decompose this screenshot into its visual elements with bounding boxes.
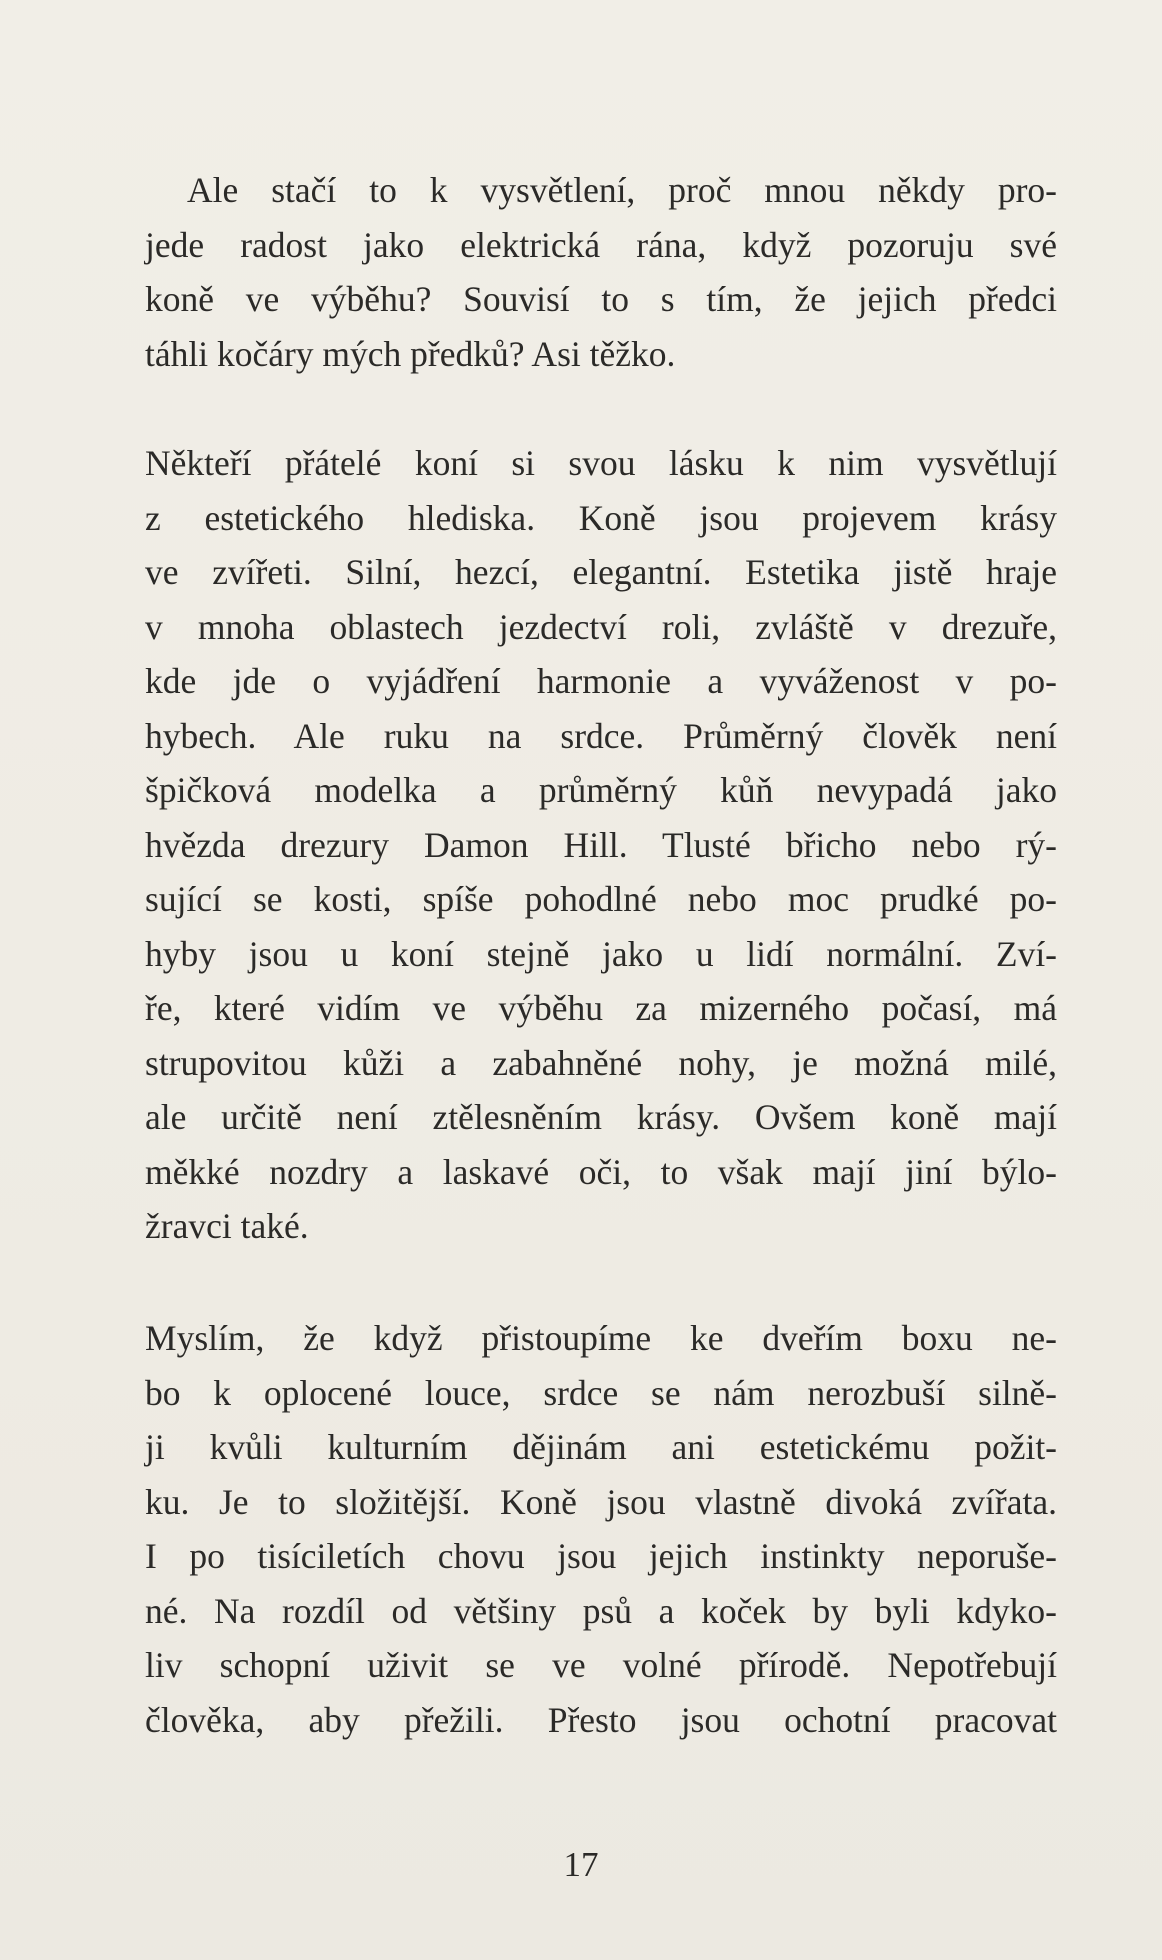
- text-line: z estetického hlediska. Koně jsou projevem krásy: [145, 497, 1057, 538]
- text-line: bo k oplocené louce, srdce se nám nerozbuší silně-: [145, 1372, 1057, 1413]
- text-line: ře, které vidím ve výběhu za mizerného počasí, má: [145, 988, 1057, 1028]
- text-line: jede radost jako elektrická rána, když pozoruju své: [145, 224, 1057, 265]
- text-line: táhli kočáry mých předků? Asi těžko.: [145, 333, 676, 374]
- text-line: hybech. Ale ruku na srdce. Průměrný člověk není: [145, 715, 1057, 756]
- text-line: v mnoha oblastech jezdectví roli, zvláště v drezuře,: [145, 606, 1057, 647]
- text-line: koně ve výběhu? Souvisí to s tím, že jejich předci: [145, 279, 1057, 319]
- text-line: Někteří přátelé koní si svou lásku k nim vysvětlují: [145, 443, 1057, 483]
- text-line: strupovitou kůži a zabahněné nohy, je možná milé,: [145, 1042, 1057, 1083]
- text-line: ale určitě není ztělesněním krásy. Ovšem koně mají: [145, 1097, 1057, 1137]
- text-line: Ale stačí to k vysvětlení, proč mnou někdy pro-: [187, 170, 1057, 210]
- text-line: ku. Je to složitější. Koně jsou vlastně divoká zvířata.: [145, 1481, 1057, 1522]
- paragraph-1: [145, 163, 1057, 381]
- text-line: I po tisíciletích chovu jsou jejich instinkty neporuše-: [145, 1536, 1057, 1576]
- text-line: kde jde o vyjádření harmonie a vyváženost v po-: [145, 661, 1057, 701]
- text-line: měkké nozdry a laskavé oči, to však mají jiní býlo-: [145, 1151, 1057, 1192]
- text-line: člověka, aby přežili. Přesto jsou ochotní pracovat: [145, 1699, 1057, 1740]
- text-line: špičková modelka a průměrný kůň nevypadá jako: [145, 770, 1057, 810]
- text-line: hvězda drezury Damon Hill. Tlusté břicho nebo rý-: [145, 824, 1057, 865]
- text-line: žravci také.: [145, 1206, 309, 1246]
- text-line: Myslím, že když přistoupíme ke dveřím boxu ne-: [145, 1318, 1057, 1358]
- paragraph-2: [145, 436, 1057, 1254]
- text-line: sující se kosti, spíše pohodlné nebo moc prudké po-: [145, 879, 1057, 919]
- text-line: né. Na rozdíl od většiny psů a koček by byli kdyko-: [145, 1590, 1057, 1631]
- text-line: ji kvůli kulturním dějinám ani estetickému požit-: [145, 1427, 1057, 1467]
- text-line: ve zvířeti. Silní, hezcí, elegantní. Estetika jistě hraje: [145, 552, 1057, 592]
- page-number: 17: [563, 1845, 599, 1884]
- paragraph-3: [145, 1311, 1057, 1747]
- text-line: hyby jsou u koní stejně jako u lidí normální. Zví-: [145, 933, 1057, 974]
- text-line: liv schopní uživit se ve volné přírodě. Nepotřebují: [145, 1645, 1057, 1685]
